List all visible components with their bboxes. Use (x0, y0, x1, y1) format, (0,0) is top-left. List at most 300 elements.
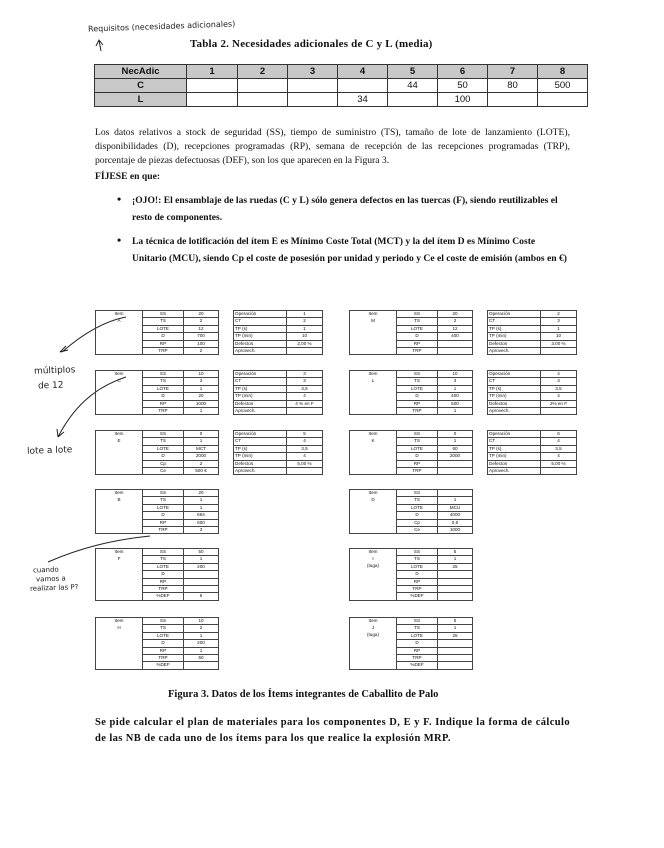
closing-paragraph: Se pide calcular el plan de materiales para los componentes D, E y F. Indique la forma de cálculo de las NB de cada uno de los ítems para los que realice la explosión MRP. (95, 717, 570, 744)
param-value (438, 647, 473, 654)
param-value: 4000 (438, 512, 473, 519)
op-value: 4 (287, 438, 323, 445)
item-table-d (349, 489, 473, 534)
param-value: 500 (438, 400, 473, 407)
header-cell: 7 (488, 65, 538, 79)
param-label: LOTE (143, 325, 184, 332)
header-cell: NecAdic (95, 65, 187, 79)
param-value: 1000 (184, 400, 219, 407)
op-value: 1 (541, 325, 577, 332)
op-value: 3,5 (541, 445, 577, 452)
annotation-cuando-1: cuando (32, 565, 59, 575)
param-label: LOTE (397, 563, 438, 570)
param-label: TS (397, 378, 438, 385)
param-label: RP (143, 647, 184, 654)
param-label: SS (397, 431, 438, 438)
param-value: 10 (184, 618, 219, 625)
item-name: B (96, 497, 143, 504)
annotation-cuando-3: realizar las P? (29, 583, 79, 593)
op-value (287, 468, 323, 475)
header-cell: 6 (438, 65, 488, 79)
param-value: 2 (184, 318, 219, 325)
item-spacer (350, 655, 397, 662)
op-label: TP (s) (234, 325, 287, 332)
param-label: %DEF (143, 662, 184, 669)
table-cell (388, 93, 438, 107)
param-value: 500 € (184, 468, 219, 475)
param-label: TRP (143, 527, 184, 534)
item-spacer (96, 385, 143, 392)
item-spacer (96, 400, 143, 407)
table-cell: 34 (338, 93, 388, 107)
param-value (438, 640, 473, 647)
param-label: TS (143, 438, 184, 445)
table-cell (187, 79, 238, 93)
param-value: 1 (438, 625, 473, 632)
item-header: Item (96, 618, 143, 625)
param-value: 0 (184, 431, 219, 438)
header-cell: 1 (187, 65, 238, 79)
param-label: D (143, 640, 184, 647)
param-value: 0 (438, 431, 473, 438)
op-value: 4 (287, 453, 323, 460)
param-label: TS (397, 438, 438, 445)
operation-table-m (487, 310, 577, 355)
param-value: 700 (184, 333, 219, 340)
param-label: TRP (143, 348, 184, 355)
fijese-label: FÍJESE en que: (95, 171, 161, 182)
item-spacer (96, 333, 143, 340)
table-cell (238, 93, 288, 107)
param-value (438, 490, 473, 497)
param-label: LOTE (397, 504, 438, 511)
item-spacer (96, 527, 143, 534)
item-table-i (349, 548, 473, 601)
item-spacer (96, 504, 143, 511)
param-value: 12 (438, 325, 473, 332)
param-label: TS (397, 625, 438, 632)
bullet-dot-icon: • (117, 233, 122, 247)
param-value: 50 (184, 549, 219, 556)
param-label: TS (397, 497, 438, 504)
op-label: Aprovech. (234, 468, 287, 475)
item-spacer (96, 408, 143, 415)
param-label: TRP (397, 348, 438, 355)
item-spacer (350, 662, 397, 669)
param-value: 200 (184, 640, 219, 647)
item-spacer (350, 468, 397, 475)
param-label: RP (397, 578, 438, 585)
param-value: 20 (184, 490, 219, 497)
op-label: Defectos (488, 340, 541, 347)
param-value: 50 (184, 655, 219, 662)
annotation-multiplos-1: múltiplos (33, 365, 76, 377)
param-value (438, 460, 473, 467)
item-table-b (95, 489, 219, 534)
param-value (438, 348, 473, 355)
row-label: L (95, 93, 187, 107)
op-value: 3 (287, 371, 323, 378)
op-value (541, 468, 577, 475)
item-header: Item (350, 311, 397, 318)
op-label: Defectos (234, 400, 287, 407)
item-spacer (350, 333, 397, 340)
param-value: 20 (438, 311, 473, 318)
item-header: Item (350, 549, 397, 556)
param-label: SS (143, 490, 184, 497)
op-label: Aprovech. (234, 348, 287, 355)
param-value: 25 (438, 632, 473, 639)
op-label: TP (s) (488, 325, 541, 332)
param-label: D (143, 512, 184, 519)
param-value: 100 (184, 340, 219, 347)
item-header: Item (96, 549, 143, 556)
op-value (541, 408, 577, 415)
necesidades-row-l (95, 93, 588, 107)
param-label: RP (397, 400, 438, 407)
param-label: TRP (397, 408, 438, 415)
op-value: 2 (541, 311, 577, 318)
param-label: Ce (143, 468, 184, 475)
bullet-text: La técnica de lotificación del ítem E es Mínimo Coste Total (MCT) y la del ítem D es Mínimo Coste Unitario (MCU), siendo Cp el coste de posesión por unidad y periodo y Ce el coste de emisión (ambos en €) (132, 236, 568, 264)
param-value: 1000 (438, 527, 473, 534)
item-spacer (350, 586, 397, 593)
param-label: TRP (397, 586, 438, 593)
op-label: TP (s) (234, 385, 287, 392)
op-label: Defectos (234, 340, 287, 347)
item-spacer (96, 563, 143, 570)
param-label: SS (397, 618, 438, 625)
item-spacer (96, 662, 143, 669)
annotation-multiplos-2: de 12 (37, 380, 64, 392)
param-label: D (397, 512, 438, 519)
item-spacer (96, 325, 143, 332)
item-spacer (350, 512, 397, 519)
item-table-e (95, 430, 219, 475)
param-value: 1 (438, 408, 473, 415)
param-label: RP (397, 340, 438, 347)
param-label: TRP (397, 655, 438, 662)
param-label: LOTE (143, 504, 184, 511)
param-label: SS (397, 549, 438, 556)
table-cell (288, 93, 338, 107)
param-label: LOTE (397, 325, 438, 332)
param-value: 1 (184, 647, 219, 654)
item-table-m (349, 310, 473, 355)
item-spacer (96, 640, 143, 647)
row-label: C (95, 79, 187, 93)
param-value: 60 (438, 445, 473, 452)
op-value: 2,00 % (287, 340, 323, 347)
annotation-lote: lote a lote (26, 445, 73, 457)
op-value: 5 (287, 431, 323, 438)
op-label: TP (s) (234, 445, 287, 452)
param-value (184, 662, 219, 669)
table-cell: 500 (538, 79, 588, 93)
param-value: 20 (184, 311, 219, 318)
op-label: TP (min) (488, 453, 541, 460)
op-label: CT (488, 438, 541, 445)
op-value: 4 (541, 393, 577, 400)
op-value: 4 (541, 453, 577, 460)
param-value: 1 (184, 632, 219, 639)
item-table-c (95, 370, 219, 415)
item-spacer (350, 593, 397, 600)
item-spacer (96, 655, 143, 662)
operation-table-l (487, 370, 577, 415)
table-cell: 44 (388, 79, 438, 93)
param-label: SS (397, 311, 438, 318)
param-label: LOTE (143, 563, 184, 570)
param-value: 5 (438, 549, 473, 556)
param-value: 400 (438, 333, 473, 340)
param-value (438, 662, 473, 669)
item-name: F (96, 556, 143, 563)
header-cell: 2 (238, 65, 288, 79)
param-value: 20 (184, 393, 219, 400)
item-spacer (350, 647, 397, 654)
item-spacer (350, 640, 397, 647)
item-spacer (96, 512, 143, 519)
item-spacer (350, 348, 397, 355)
item-name: J (350, 625, 397, 632)
header-cell: 4 (338, 65, 388, 79)
param-value: 2000 (438, 453, 473, 460)
item-subtitle: (tuga) (350, 563, 397, 570)
param-label: D (397, 333, 438, 340)
param-label: SS (397, 371, 438, 378)
item-spacer (350, 578, 397, 585)
param-label: RP (143, 340, 184, 347)
item-spacer (350, 571, 397, 578)
operation-table-c (233, 370, 323, 415)
op-value: 4 % en F (287, 400, 323, 407)
param-value: MCU (438, 504, 473, 511)
item-name: H (96, 625, 143, 632)
item-spacer (350, 393, 397, 400)
table-cell: 80 (488, 79, 538, 93)
op-value: 3 (287, 378, 323, 385)
op-label: TP (min) (488, 393, 541, 400)
param-value: 2 (184, 348, 219, 355)
op-label: Operación (234, 311, 287, 318)
item-header: Item (96, 490, 143, 497)
op-value: 10 (541, 333, 577, 340)
param-value (438, 578, 473, 585)
op-value: 4 (287, 393, 323, 400)
item-spacer (96, 578, 143, 585)
item-spacer (350, 527, 397, 534)
param-value: 10 (184, 371, 219, 378)
item-spacer (96, 348, 143, 355)
op-value: 2% en F (541, 400, 577, 407)
op-value: 3 (541, 378, 577, 385)
param-value: 2 (438, 318, 473, 325)
item-name: A (96, 318, 143, 325)
header-cell: 5 (388, 65, 438, 79)
bullet-text: ¡OJO!: El ensamblaje de las ruedas (C y L) sólo genera defectos en las tuercas (F), siendo reutilizables el resto de componentes. (132, 195, 558, 223)
bullet-item (117, 233, 572, 267)
param-label: SS (143, 311, 184, 318)
param-value: 6 (184, 593, 219, 600)
item-header: Item (350, 431, 397, 438)
param-label: LOTE (143, 632, 184, 639)
param-label: D (143, 571, 184, 578)
bullet-item (117, 192, 572, 226)
param-value (438, 340, 473, 347)
param-value: 664 (184, 512, 219, 519)
op-label: TP (min) (234, 393, 287, 400)
op-label: Defectos (488, 400, 541, 407)
param-value: 600 (184, 519, 219, 526)
item-name: D (350, 497, 397, 504)
table-cell (187, 93, 238, 107)
item-spacer (96, 632, 143, 639)
item-name: M (350, 318, 397, 325)
table2-title: Tabla 2. Necesidades adicionales de C y L (media) (190, 38, 433, 50)
param-label: D (143, 333, 184, 340)
param-label: D (143, 393, 184, 400)
table-cell: 50 (438, 79, 488, 93)
param-value: 0,5 (438, 519, 473, 526)
param-label: TS (397, 556, 438, 563)
op-value: 2 (287, 318, 323, 325)
param-label: TS (143, 497, 184, 504)
necesidades-table (94, 64, 588, 107)
item-subtitle: (tuga) (350, 632, 397, 639)
op-value: 1 (287, 325, 323, 332)
item-table-k (349, 430, 473, 475)
param-value: 1 (438, 497, 473, 504)
param-value: 1 (438, 385, 473, 392)
param-value: 5 (438, 618, 473, 625)
table-cell (488, 93, 538, 107)
item-name: C (96, 378, 143, 385)
item-header: Item (350, 618, 397, 625)
param-value: 12 (184, 325, 219, 332)
param-label: Cp (143, 460, 184, 467)
param-label: RP (143, 578, 184, 585)
item-table-j (349, 617, 473, 670)
op-value: 3,5 (541, 385, 577, 392)
op-label: Aprovech. (488, 468, 541, 475)
op-value: 6 (541, 431, 577, 438)
op-value: 3,5 (287, 385, 323, 392)
param-label: SS (143, 618, 184, 625)
annotation-requisitos: Requisitos (necesidades adicionales) (87, 19, 236, 34)
op-label: CT (488, 378, 541, 385)
item-name: E (96, 438, 143, 445)
param-label: RP (143, 519, 184, 526)
op-value: 3,00 % (541, 340, 577, 347)
param-label: LOTE (143, 385, 184, 392)
item-spacer (350, 400, 397, 407)
param-value (438, 571, 473, 578)
table-cell (538, 93, 588, 107)
op-label: CT (234, 438, 287, 445)
intro-paragraph: Los datos relativos a stock de seguridad (SS), tiempo de suministro (TS), tamaño de lote de lanzamiento (LOTE), disponibilidades (D), recepciones programadas (RP), semana de recepción de las recepciones programadas (TRP), porcentaje de piezas defectuosas (DEF), son los que aparecen en la Figura 3. (95, 127, 570, 166)
op-label: Operación (488, 431, 541, 438)
op-value: 5,00 % (541, 460, 577, 467)
param-value: 200 (184, 563, 219, 570)
param-value: 1 (184, 385, 219, 392)
item-spacer (96, 453, 143, 460)
item-name: K (350, 438, 397, 445)
param-label: LOTE (397, 385, 438, 392)
op-value: 3 (541, 318, 577, 325)
param-value: 1 (438, 438, 473, 445)
param-label: TRP (143, 408, 184, 415)
param-label: TRP (143, 655, 184, 662)
op-label: CT (488, 318, 541, 325)
item-spacer (350, 325, 397, 332)
param-value: 25 (438, 563, 473, 570)
param-label: RP (143, 400, 184, 407)
param-value: 1 (184, 556, 219, 563)
item-spacer (350, 519, 397, 526)
op-label: TP (min) (234, 333, 287, 340)
item-spacer (96, 340, 143, 347)
param-label: %DEF (397, 662, 438, 669)
item-spacer (350, 460, 397, 467)
item-spacer (350, 385, 397, 392)
item-header: Item (350, 371, 397, 378)
param-label: D (397, 393, 438, 400)
param-value: 2000 (184, 453, 219, 460)
item-table-f (95, 548, 219, 601)
param-value: 1 (184, 497, 219, 504)
op-value: 4 (541, 371, 577, 378)
param-label: TS (397, 318, 438, 325)
item-header: Item (96, 371, 143, 378)
param-value: MCT (184, 445, 219, 452)
op-label: Defectos (488, 460, 541, 467)
op-value: 4 (541, 438, 577, 445)
param-value: 3 (438, 378, 473, 385)
op-value: 10 (287, 333, 323, 340)
param-value: 3 (184, 527, 219, 534)
param-label: TS (143, 318, 184, 325)
param-label: Cp (397, 519, 438, 526)
op-label: TP (s) (488, 385, 541, 392)
operation-table-e (233, 430, 323, 475)
item-spacer (350, 408, 397, 415)
param-label: TS (143, 625, 184, 632)
param-value (438, 593, 473, 600)
item-spacer (96, 586, 143, 593)
op-value (541, 348, 577, 355)
item-spacer (96, 393, 143, 400)
param-label: LOTE (397, 632, 438, 639)
table-cell (338, 79, 388, 93)
param-label: D (397, 453, 438, 460)
param-label: %DEF (397, 593, 438, 600)
op-label: CT (234, 378, 287, 385)
item-name: I (350, 556, 397, 563)
op-label: Aprovech. (488, 348, 541, 355)
item-spacer (96, 647, 143, 654)
op-value: 5,00 % (287, 460, 323, 467)
item-spacer (350, 504, 397, 511)
item-spacer (96, 593, 143, 600)
op-value (287, 348, 323, 355)
table-cell (288, 79, 338, 93)
item-header: Item (96, 431, 143, 438)
param-label: TRP (143, 586, 184, 593)
operation-table-k (487, 430, 577, 475)
item-table-a (95, 310, 219, 355)
op-label: Aprovech. (488, 408, 541, 415)
